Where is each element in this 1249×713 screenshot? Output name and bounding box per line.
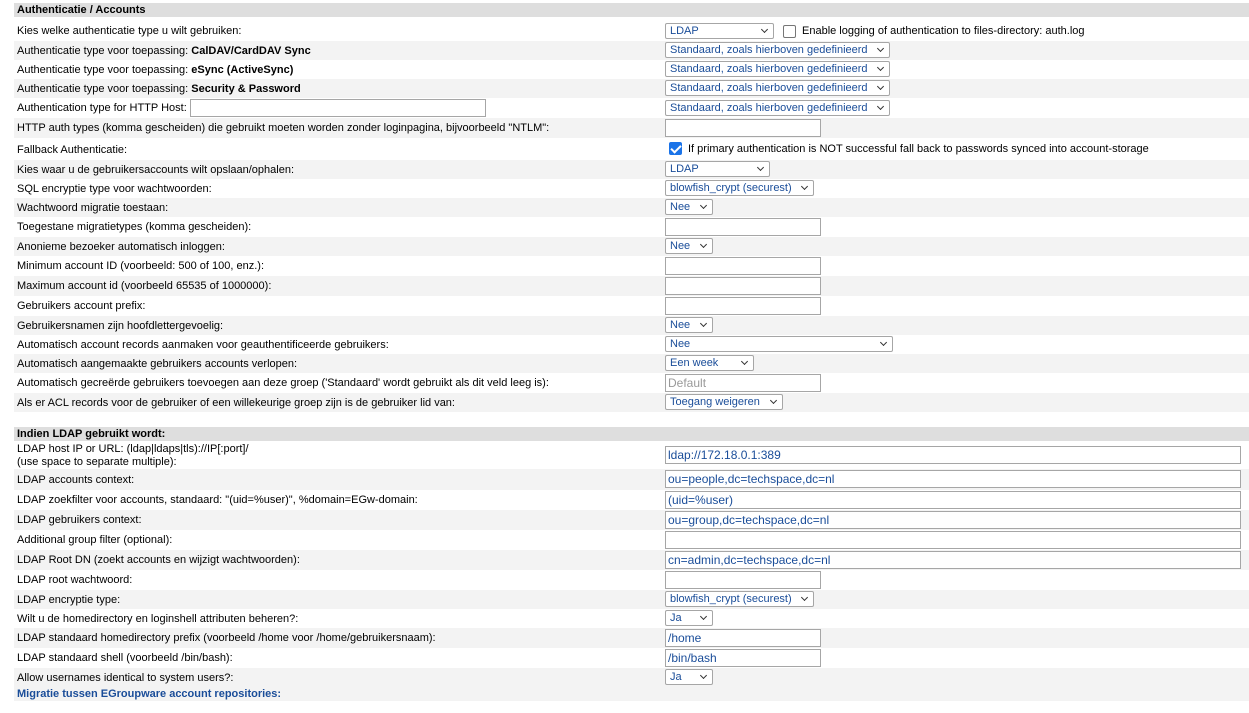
row-label: LDAP Root DN (zoekt accounts en wijzigt wachtwoorden):: [17, 554, 300, 566]
row-label: [17, 83, 301, 95]
section-title: Indien LDAP gebruikt wordt:: [17, 428, 166, 440]
row-label: LDAP zoekfilter voor accounts, standaard: "(uid=%user)", %domain=EGw-domain:: [17, 494, 418, 506]
app-name: Security & Password: [191, 82, 301, 95]
row-label: Kies welke authenticatie type u wilt gebruiken:: [17, 24, 242, 37]
row-caldav: [14, 41, 1249, 60]
row-home-attr: [14, 609, 1249, 628]
row-label: Wilt u de homedirectory en loginshell attributen beheren?:: [17, 612, 299, 625]
auto-create-select[interactable]: Nee: [665, 336, 893, 352]
row-label-prefix: Authenticatie type voor toepassing:: [17, 44, 192, 57]
row-label: Automatisch gecreërde gebruikers toevoegen aan deze groep ('Standaard' wordt gebruikt als dit veld leeg is):: [17, 377, 549, 389]
account-prefix-input[interactable]: [665, 297, 821, 315]
ldap-search-filter-input[interactable]: [665, 491, 1241, 509]
row-fallback: [14, 140, 1249, 160]
migration-select[interactable]: Nee: [665, 199, 713, 215]
row-sql-enc: [14, 179, 1249, 198]
row-label: LDAP root wachtwoord:: [17, 574, 133, 586]
row-label: [17, 64, 293, 76]
http-host-input[interactable]: [190, 99, 486, 117]
row-shell: [14, 648, 1249, 668]
row-label: LDAP gebruikers context:: [17, 514, 142, 526]
migration-types-input[interactable]: [665, 218, 821, 236]
row-label: [17, 45, 311, 57]
ldap-host-input[interactable]: [665, 446, 1241, 464]
row-storage: [14, 160, 1249, 179]
row-case: [14, 316, 1249, 335]
row-ldap-grp-filter: [14, 530, 1249, 550]
row-label: Als er ACL records voor de gebruiker of een willekeurige groep zijn is de gebruiker lid van:: [17, 396, 455, 409]
security-auth-select[interactable]: Standaard, zoals hierboven gedefinieerd: [665, 80, 890, 96]
row-label-prefix: Authenticatie type voor toepassing:: [17, 82, 192, 95]
default-group-input[interactable]: [665, 374, 821, 392]
row-label-prefix: Authenticatie type voor toepassing:: [17, 63, 192, 76]
row-min-id: [14, 256, 1249, 276]
row-ldap-grp-ctx: [14, 510, 1249, 530]
row-prefix: [14, 296, 1249, 316]
system-users-select[interactable]: Ja: [665, 669, 713, 685]
row-acl: [14, 393, 1249, 412]
section-title: Authenticatie / Accounts: [17, 4, 146, 16]
expire-select[interactable]: Een week: [665, 355, 754, 371]
http-auth-types-input[interactable]: [665, 119, 821, 137]
row-migration: [14, 198, 1249, 217]
row-http-host: [14, 98, 1249, 118]
row-anon: [14, 237, 1249, 256]
fallback-label: If primary authentication is NOT successful fall back to passwords synced into account-storage: [688, 142, 1149, 155]
row-migration-link: [14, 687, 1249, 701]
fallback-checkbox[interactable]: [669, 142, 682, 155]
min-id-input[interactable]: [665, 257, 821, 275]
row-label: HTTP auth types (komma gescheiden) die gebruikt moeten worden zonder loginpagina, bijvoorbeeld "NTLM":: [17, 122, 550, 134]
row-label: Fallback Authenticatie:: [17, 144, 128, 156]
row-label: Minimum account ID (voorbeeld: 500 of 100, enz.):: [17, 260, 265, 272]
row-label: LDAP standaard homedirectory prefix (voorbeeld /home voor /home/gebruikersnaam):: [17, 632, 436, 644]
row-http-auth-types: [14, 118, 1249, 138]
row-label: Wachtwoord migratie toestaan:: [17, 201, 169, 214]
row-label: Allow usernames identical to system users?:: [17, 671, 234, 684]
row-ldap-filter: [14, 490, 1249, 510]
row-label: LDAP encryptie type:: [17, 593, 121, 606]
row-auto-create: [14, 335, 1249, 354]
caldav-auth-select[interactable]: Standaard, zoals hierboven gedefinieerd: [665, 42, 890, 58]
row-expire: [14, 354, 1249, 373]
ldap-encryption-select[interactable]: blowfish_crypt (securest): [665, 591, 814, 607]
row-esync: [14, 60, 1249, 79]
row-label: Gebruikersnamen zijn hoofdlettergevoelig:: [17, 319, 224, 332]
row-label: [17, 443, 249, 469]
row-label-line2: (use space to separate multiple):: [17, 456, 177, 468]
sql-encryption-select[interactable]: blowfish_crypt (securest): [665, 180, 814, 196]
section-header-ldap: [14, 427, 1249, 441]
section-header-auth: [14, 3, 1249, 17]
anon-login-select[interactable]: Nee: [665, 238, 713, 254]
home-attr-select[interactable]: Ja: [665, 610, 713, 626]
http-host-auth-select[interactable]: Standaard, zoals hierboven gedefinieerd: [665, 100, 890, 116]
row-label: Authentication type for HTTP Host:: [17, 102, 187, 114]
row-migration-types: [14, 217, 1249, 237]
row-label: Anonieme bezoeker automatisch inloggen:: [17, 240, 225, 253]
row-sys-users: [14, 668, 1249, 687]
row-label: LDAP standaard shell (voorbeeld /bin/bash):: [17, 652, 233, 664]
row-ldap-root-pw: [14, 570, 1249, 590]
ldap-root-password-input[interactable]: [665, 571, 821, 589]
auth-log-checkbox[interactable]: [783, 25, 796, 38]
row-security-password: [14, 79, 1249, 98]
home-prefix-input[interactable]: [665, 629, 821, 647]
row-label: SQL encryptie type voor wachtwoorden:: [17, 182, 212, 195]
row-label: Automatisch aangemaakte gebruikers accounts verlopen:: [17, 357, 298, 370]
row-ldap-acc-ctx: [14, 469, 1249, 490]
row-ldap-enc: [14, 590, 1249, 609]
acl-select[interactable]: Toegang weigeren: [665, 394, 783, 410]
row-label: Gebruikers account prefix:: [17, 300, 146, 312]
row-label-line1: LDAP host IP or URL: (ldap|ldaps|tls)://IP[:port]/: [17, 443, 249, 455]
row-label: Toegestane migratietypes (komma gescheiden):: [17, 221, 252, 233]
row-label: Automatisch account records aanmaken voor geauthentificeerde gebruikers:: [17, 338, 389, 351]
row-ldap-root-dn: [14, 550, 1249, 570]
ldap-group-filter-input[interactable]: [665, 531, 1241, 549]
ldap-root-dn-input[interactable]: [665, 551, 1241, 569]
migration-link[interactable]: Migratie tussen EGroupware account repositories:: [17, 688, 282, 700]
row-home-prefix: [14, 628, 1249, 648]
row-label: LDAP accounts context:: [17, 473, 135, 486]
row-max-id: [14, 276, 1249, 296]
app-name: eSync (ActiveSync): [191, 63, 294, 76]
ldap-accounts-context-input[interactable]: [665, 470, 1241, 488]
row-ldap-host: [14, 442, 1249, 469]
case-sensitive-select[interactable]: Nee: [665, 317, 713, 333]
auth-log-label: Enable logging of authentication to files-directory: auth.log: [802, 25, 1085, 37]
storage-select[interactable]: LDAP: [665, 161, 770, 177]
row-label: Kies waar u de gebruikersaccounts wilt opslaan/ophalen:: [17, 163, 294, 176]
ldap-group-context-input[interactable]: [665, 511, 1241, 529]
row-label: Additional group filter (optional):: [17, 534, 173, 546]
auth-type-select[interactable]: LDAP: [665, 23, 774, 39]
row-auth-type: [14, 21, 1249, 40]
app-name: CalDAV/CardDAV Sync: [191, 44, 311, 57]
max-id-input[interactable]: [665, 277, 821, 295]
row-label: Maximum account id (voorbeeld 65535 of 1000000):: [17, 280, 272, 292]
default-shell-input[interactable]: [665, 649, 821, 667]
row-group: [14, 373, 1249, 393]
esync-auth-select[interactable]: Standaard, zoals hierboven gedefinieerd: [665, 61, 890, 77]
